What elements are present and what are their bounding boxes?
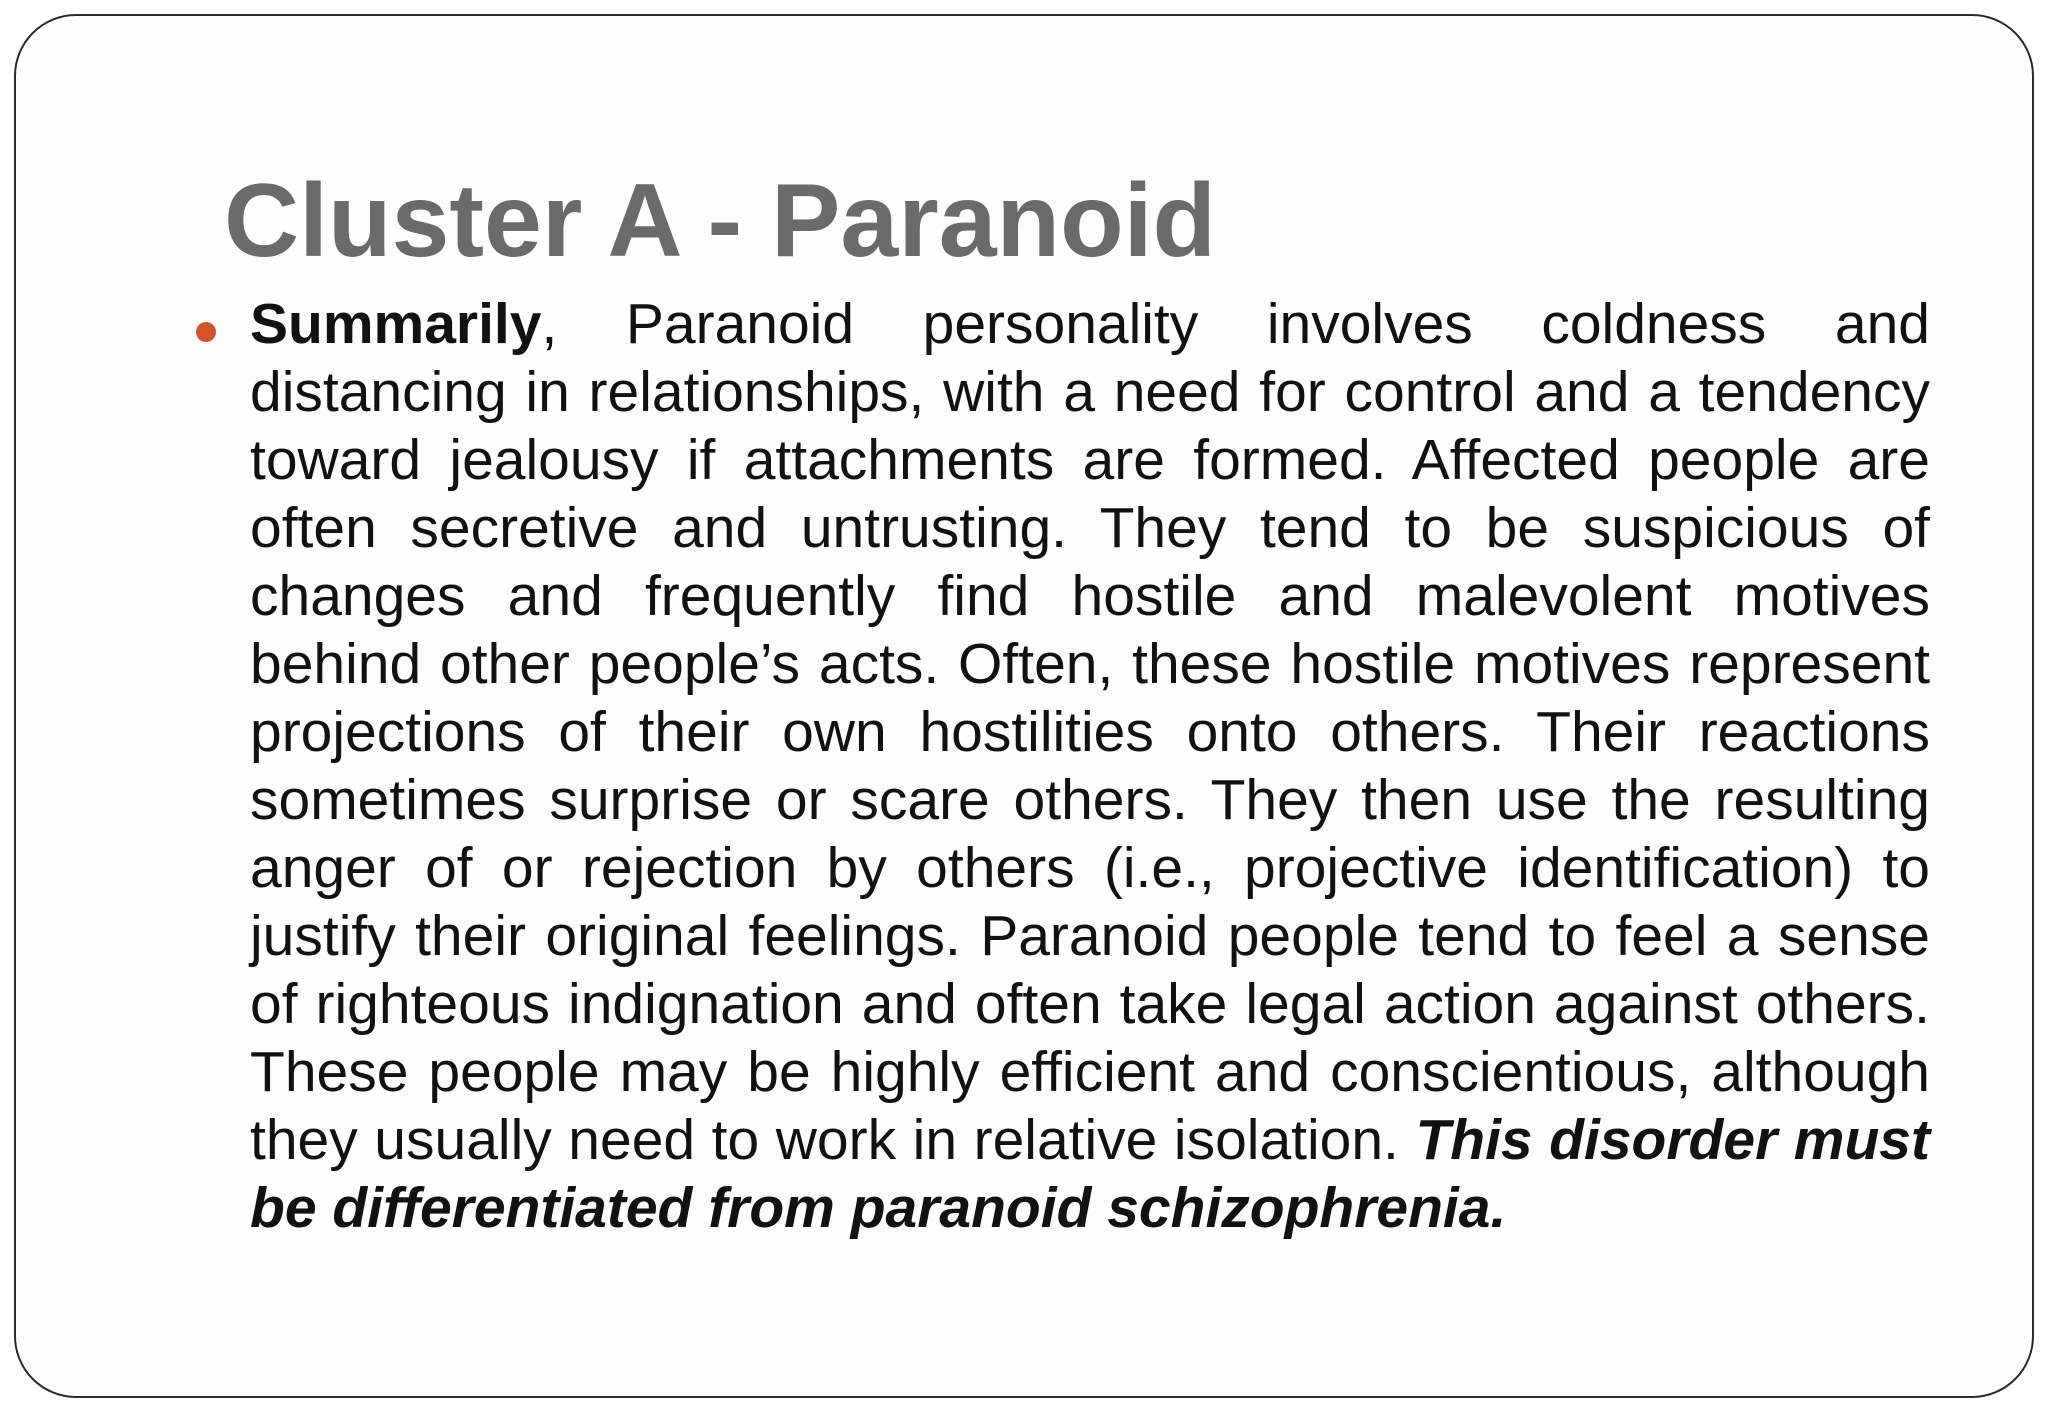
bullet-item (196, 290, 1930, 1242)
bullet-emphasis: This disorder must be differentiated from paranoid schizophrenia. (250, 1108, 1930, 1240)
bullet-text (250, 290, 1930, 1242)
slide-title: Cluster A - Paranoid (224, 163, 1217, 279)
bullet-dot-icon (196, 322, 216, 342)
bullet-lead-word: Summarily (250, 292, 542, 356)
slide-content (196, 290, 1996, 1242)
bullet-body: , Paranoid personality involves coldness and distancing in relationships, with a need for control and a tendency toward jealousy if attachments are formed. Affected people are often secretive and untrusting. They tend to be suspicious of changes and frequently find hostile and malevolent motives behind other people’s acts. Often, these hostile motives represent projections of their own hostilities onto others. Their reactions sometimes surprise or scare others. They then use the resulting anger of or rejection by others (i.e., projective identification) to justify their original feelings. Paranoid people tend to feel a sense of righteous indignation and often take legal action against others. These people may be highly efficient and conscientious, although they usually need to work in relative isolation. (250, 292, 1930, 1172)
